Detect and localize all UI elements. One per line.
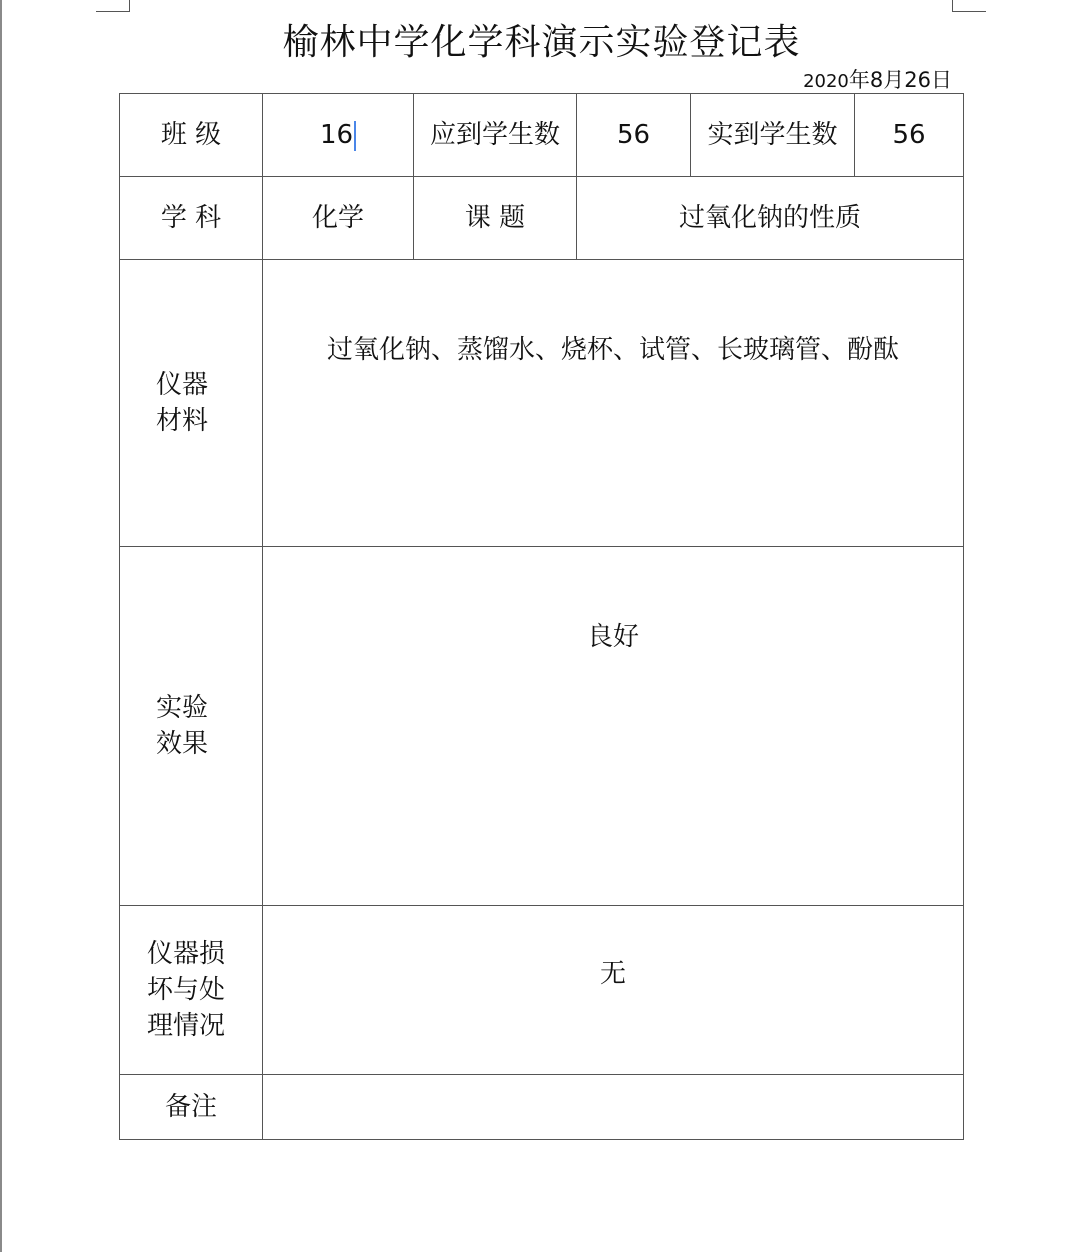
expected-students-label: 应到学生数 [429,120,560,150]
notes-label: 备注 [164,1092,217,1122]
damage-value[interactable]: 无 [599,959,626,989]
subject-value-cell[interactable] [263,177,414,260]
effect-value-cell[interactable] [263,547,964,906]
damage-label: 仪器损坏与处理情况 [147,939,226,1041]
actual-students-value[interactable]: 56 [892,120,926,150]
expected-students-value[interactable]: 56 [616,120,651,150]
actual-students-label: 实到学生数 [707,120,838,150]
notes-label-cell [120,1075,263,1140]
actual-students-value-cell[interactable] [855,94,964,177]
registration-table [119,93,964,1140]
expected-students-value-cell[interactable] [577,94,691,177]
class-label: 班 级 [160,120,222,150]
table-row [120,906,964,1075]
topic-value-cell[interactable] [577,177,964,260]
expected-students-label-cell [414,94,577,177]
crop-mark-top-left [96,0,130,12]
notes-value-cell[interactable] [263,1075,964,1140]
materials-value[interactable]: 过氧化钠、蒸馏水、烧杯、试管、长玻璃管、酚酞 [326,335,899,365]
topic-label: 课 题 [464,203,526,233]
damage-label-cell [120,906,263,1075]
date-day: 26 [904,68,931,92]
document-date [803,64,952,94]
class-label-cell [120,94,263,177]
date-day-suffix: 日 [931,68,952,92]
subject-label: 学 科 [160,203,222,233]
effect-value[interactable]: 良好 [586,622,639,652]
materials-label: 仪器材料 [156,370,209,436]
page-left-edge [0,0,2,1252]
effect-label: 实验效果 [156,693,209,759]
materials-label-cell [120,260,263,547]
date-year: 2020 [803,71,849,92]
class-value-cell[interactable] [263,94,414,177]
class-value[interactable]: 16 [319,120,354,150]
table-row [120,260,964,547]
date-month-suffix: 月 [883,68,905,92]
damage-value-cell[interactable] [263,906,964,1075]
date-year-suffix: 年 [848,68,870,92]
subject-label-cell [120,177,263,260]
topic-label-cell [414,177,577,260]
actual-students-label-cell [691,94,855,177]
table-row [120,94,964,177]
subject-value[interactable]: 化学 [311,203,364,233]
topic-value[interactable]: 过氧化钠的性质 [678,203,861,233]
table-row [120,547,964,906]
table-row [120,1075,964,1140]
crop-mark-top-right [952,0,986,12]
document-title: 榆林中学化学科演示实验登记表 [282,22,801,63]
materials-value-cell[interactable] [263,260,964,547]
effect-label-cell [120,547,263,906]
table-row [120,177,964,260]
date-month: 8 [869,68,884,92]
text-cursor [354,121,356,151]
